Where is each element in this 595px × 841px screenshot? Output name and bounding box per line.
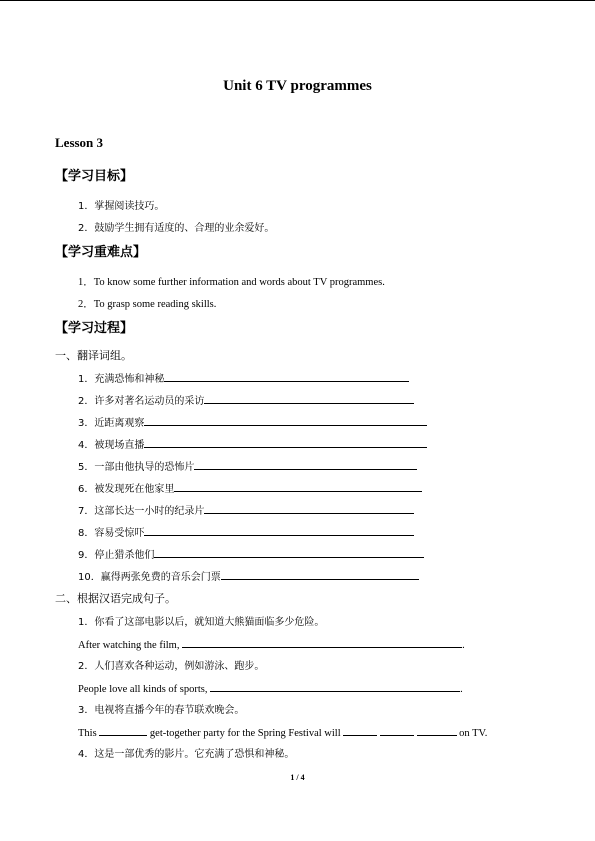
phrase-label: 2．许多对著名运动员的采访 <box>78 396 205 407</box>
phrase-label: 10．赢得两张免费的音乐会门票 <box>78 572 221 583</box>
answer-blank[interactable] <box>182 636 462 648</box>
goals-heading: 【学习目标】 <box>55 169 134 184</box>
answer-blank[interactable] <box>144 414 427 426</box>
phrase-item <box>78 524 414 539</box>
answer-blank[interactable] <box>194 458 417 470</box>
phrase-item <box>78 458 417 473</box>
phrase-item <box>78 370 409 385</box>
goal-item: 1．掌握阅读技巧。 <box>78 201 165 212</box>
phrase-label: 4．被现场直播 <box>78 440 145 451</box>
lesson-label: Lesson 3 <box>55 135 104 150</box>
phrase-item <box>78 480 422 495</box>
phrase-label: 7．这部长达一小时的纪录片 <box>78 506 205 517</box>
phrase-label: 1．充满恐怖和神秘 <box>78 374 165 385</box>
phrase-label: 3．近距离观察 <box>78 418 145 429</box>
phrase-item <box>78 414 427 429</box>
answer-blank[interactable] <box>144 524 414 536</box>
sentence-prompt: 4．这是一部优秀的影片。它充满了恐惧和神秘。 <box>78 749 295 760</box>
phrase-label: 8．容易受惊吓 <box>78 528 145 539</box>
phrase-label: 6．被发现死在他家里 <box>78 484 175 495</box>
page-title: Unit 6 TV programmes <box>223 78 372 94</box>
answer-blank[interactable] <box>417 724 457 736</box>
answer-blank[interactable] <box>144 436 427 448</box>
answer-blank[interactable] <box>210 680 460 692</box>
sentence-prompt: 3．电视将直播今年的春节联欢晚会。 <box>78 705 245 716</box>
sentence-answer: After watching the film, . <box>78 636 465 651</box>
page-top-rule <box>0 0 595 1</box>
answer-blank[interactable] <box>380 724 414 736</box>
answer-blank[interactable] <box>99 724 147 736</box>
part1-title: 一、翻译词组。 <box>55 349 132 362</box>
goal-item: 2．鼓励学生拥有适度的、合理的业余爱好。 <box>78 223 275 234</box>
answer-blank[interactable] <box>221 568 419 580</box>
phrase-item <box>78 502 414 517</box>
phrase-item <box>78 546 424 561</box>
key-points-heading: 【学习重难点】 <box>55 245 147 260</box>
sentence-prompt: 2．人们喜欢各种运动，例如游泳、跑步。 <box>78 661 265 672</box>
sentence-prompt: 1．你看了这部电影以后，就知道大熊猫面临多少危险。 <box>78 617 325 628</box>
answer-blank[interactable] <box>174 480 422 492</box>
sentence-answer: People love all kinds of sports, . <box>78 680 463 695</box>
phrase-label: 9．停止猎杀他们 <box>78 550 155 561</box>
phrase-item <box>78 392 414 407</box>
answer-blank[interactable] <box>204 392 414 404</box>
part2-title: 二、根据汉语完成句子。 <box>55 592 176 605</box>
process-heading: 【学习过程】 <box>55 321 134 336</box>
answer-blank[interactable] <box>164 370 409 382</box>
key-point-item: 1．To know some further information and words about TV programmes. <box>78 277 385 288</box>
phrase-item <box>78 568 419 583</box>
key-point-item: 2．To grasp some reading skills. <box>78 299 217 310</box>
phrase-item <box>78 436 427 451</box>
page-number: 1 / 4 <box>290 773 305 782</box>
phrase-label: 5．一部由他执导的恐怖片 <box>78 462 195 473</box>
answer-blank[interactable] <box>204 502 414 514</box>
answer-blank[interactable] <box>154 546 424 558</box>
sentence-answer: This get-together party for the Spring Festival will on TV. <box>78 724 487 739</box>
answer-blank[interactable] <box>343 724 377 736</box>
